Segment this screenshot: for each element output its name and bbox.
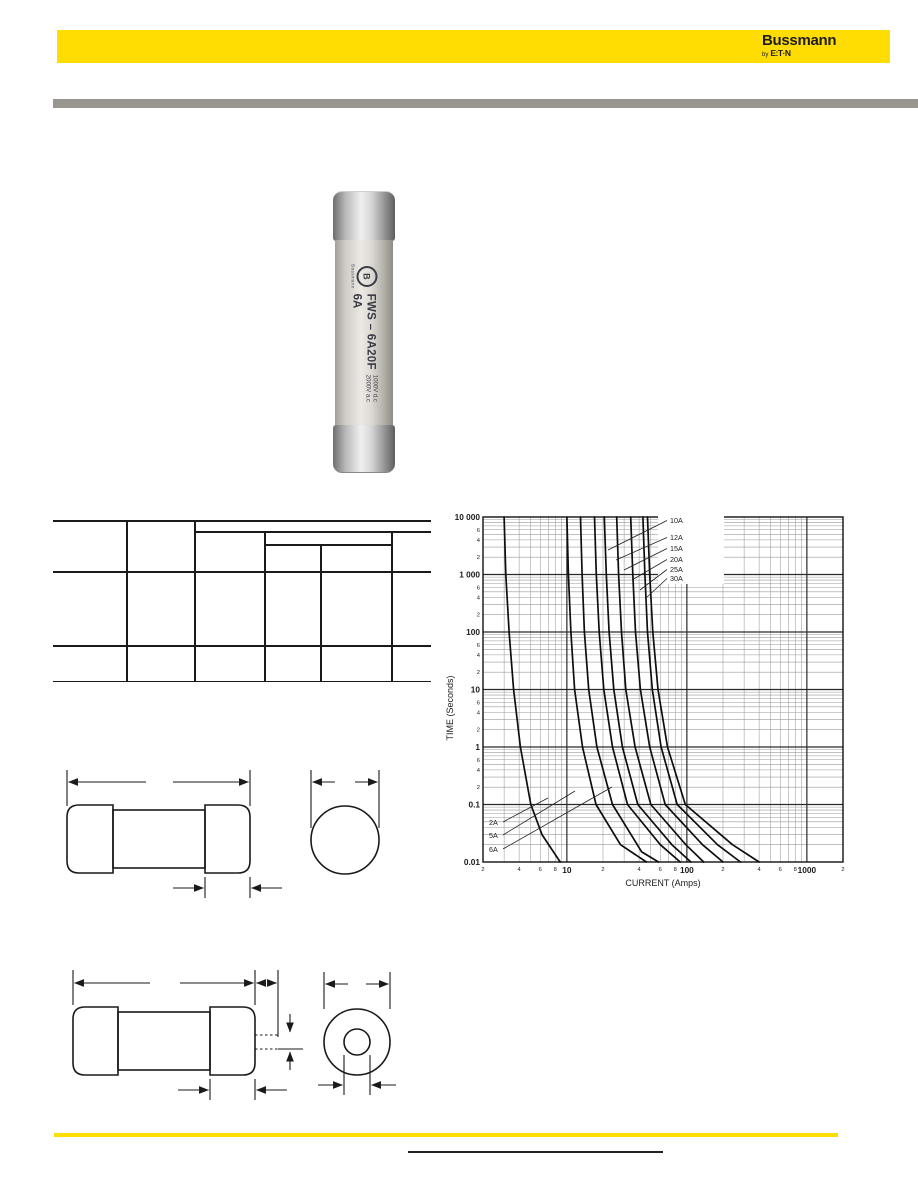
svg-text:4: 4: [476, 537, 480, 544]
svg-text:4: 4: [757, 867, 761, 873]
svg-text:4: 4: [476, 595, 480, 602]
svg-text:30A: 30A: [670, 574, 683, 583]
svg-text:2: 2: [481, 867, 485, 873]
table-line: [53, 681, 431, 683]
time-current-curve-chart: [440, 498, 865, 908]
svg-text:4: 4: [476, 767, 480, 774]
svg-text:12A: 12A: [670, 533, 683, 542]
header-yellow-bar: [57, 30, 890, 63]
footer-accent-rule: [54, 1133, 838, 1137]
eaton-logo: E:T·N: [770, 48, 791, 58]
svg-text:10: 10: [470, 684, 480, 695]
svg-text:2: 2: [476, 785, 480, 792]
svg-text:6: 6: [476, 527, 480, 534]
fuse-product-photo: [331, 191, 397, 472]
svg-text:1000: 1000: [797, 865, 817, 875]
table-line: [53, 571, 431, 573]
table-line: [391, 531, 393, 682]
fuse-outline-side: [67, 805, 379, 874]
bussmann-wordmark: Bussmann: [762, 32, 837, 49]
table-line: [53, 520, 431, 522]
table-line: [320, 544, 322, 682]
svg-text:25A: 25A: [670, 565, 683, 574]
terminal-hole-circle: [344, 1029, 370, 1055]
svg-text:6: 6: [476, 700, 480, 707]
svg-text:100: 100: [679, 865, 694, 875]
svg-text:2: 2: [476, 612, 480, 619]
svg-text:4: 4: [517, 867, 521, 873]
dimension-drawing-side-view: [58, 762, 398, 904]
table-line: [194, 531, 431, 533]
svg-text:2: 2: [476, 555, 480, 562]
svg-text:2: 2: [601, 867, 605, 873]
fuse-outline-terminal: [73, 1007, 390, 1075]
svg-text:2A: 2A: [489, 818, 498, 827]
svg-text:CURRENT (Amps): CURRENT (Amps): [625, 878, 701, 888]
svg-text:2: 2: [841, 867, 845, 873]
section-divider-bar: [53, 99, 918, 108]
fuse-series-text: FWS – 6A20F: [364, 293, 377, 370]
dimension-drawing-terminal-view: [60, 962, 405, 1110]
svg-text:100: 100: [466, 627, 480, 637]
certification-mark-icon: B: [357, 265, 378, 286]
tcc-chart-svg: [440, 498, 865, 903]
svg-text:0.01: 0.01: [463, 857, 480, 867]
fuse-rating-text: 6A: [350, 293, 363, 308]
svg-text:5A: 5A: [489, 831, 498, 840]
svg-text:TIME (Seconds): TIME (Seconds): [445, 675, 455, 741]
fuse-top-endcap: [333, 191, 395, 241]
svg-text:10: 10: [562, 865, 572, 875]
svg-text:6: 6: [538, 867, 542, 873]
svg-text:6: 6: [658, 867, 662, 873]
svg-text:6: 6: [476, 757, 480, 764]
fuse-end-view-circle: [324, 1009, 390, 1075]
svg-text:20A: 20A: [670, 555, 683, 564]
svg-text:4: 4: [637, 867, 641, 873]
svg-text:15A: 15A: [670, 544, 683, 553]
fuse-bottom-endcap: [333, 425, 395, 473]
table-line: [194, 520, 196, 682]
spec-table-grid: [53, 520, 431, 682]
svg-text:8: 8: [673, 867, 677, 873]
byline-text: by: [762, 52, 769, 58]
footer-divider-rule: [408, 1151, 663, 1153]
svg-text:2: 2: [721, 867, 725, 873]
svg-text:4: 4: [476, 710, 480, 717]
svg-text:8: 8: [553, 867, 557, 873]
svg-text:10 000: 10 000: [454, 512, 480, 522]
table-line: [264, 531, 266, 682]
svg-text:1: 1: [475, 742, 480, 752]
fuse-brand-text: Bussmann: [350, 263, 356, 289]
table-line: [264, 544, 391, 546]
svg-text:6: 6: [778, 867, 782, 873]
svg-text:1 000: 1 000: [459, 569, 480, 580]
fuse-part-marking: [351, 245, 378, 421]
svg-text:2: 2: [476, 727, 480, 734]
fuse-voltage-dc-text: 1000V d.c: [371, 374, 378, 402]
fuse-end-view-circle: [311, 806, 379, 874]
svg-text:2: 2: [476, 670, 480, 677]
table-line: [126, 520, 128, 682]
fuse-ceramic-body: [335, 240, 393, 425]
svg-text:0.1: 0.1: [468, 799, 480, 810]
table-line: [53, 645, 431, 647]
svg-text:6A: 6A: [489, 845, 498, 854]
svg-text:8: 8: [793, 867, 797, 873]
fuse-voltage-ac-text: 2000V a.c: [364, 374, 371, 402]
svg-text:6: 6: [476, 585, 480, 592]
svg-text:10A: 10A: [670, 516, 683, 525]
svg-text:6: 6: [476, 642, 480, 649]
svg-text:4: 4: [476, 652, 480, 659]
bussmann-logo: [762, 33, 836, 58]
